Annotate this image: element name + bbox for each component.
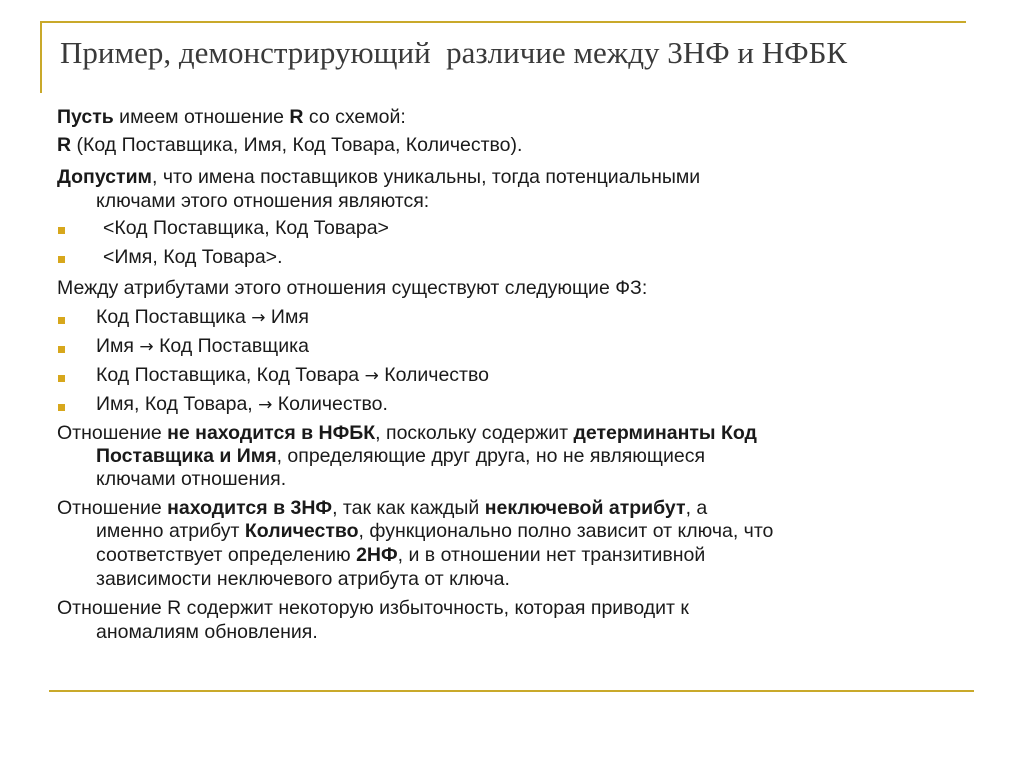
line-assumption: [57, 165, 700, 189]
fd-right: Количество: [378, 364, 489, 386]
arrow-right-icon: →: [258, 395, 273, 415]
bullet-icon: [58, 346, 65, 353]
text: , что имена поставщиков уникальны, тогда потенциальными: [152, 166, 701, 188]
line-redundancy-2: аномалиям обновления.: [96, 621, 318, 643]
fd-right: Имя: [265, 306, 309, 328]
line-3nf-1: [57, 496, 707, 520]
arrow-right-icon: →: [139, 337, 154, 357]
fd-left: Код Поставщика: [96, 306, 252, 328]
text: именно атрибут: [96, 520, 245, 542]
bold-text: не находится в НФБК: [167, 422, 376, 444]
bullet-icon: [58, 227, 65, 234]
fd-right: Количество.: [272, 393, 388, 415]
bold-text: Количество: [244, 520, 359, 542]
key-item-1: <Код Поставщика, Код Товара>: [103, 217, 389, 239]
line-bcnf-3: ключами отношения.: [96, 468, 287, 490]
line-schema-intro: [57, 105, 406, 129]
bold-text: неключевой атрибут: [484, 497, 686, 519]
bullet-icon: [58, 256, 65, 263]
text: Отношение: [57, 497, 168, 519]
fd-item-1: [96, 305, 309, 330]
fd-item-3: [96, 363, 489, 388]
word-pust: Пусть: [57, 106, 114, 128]
fd-left: Имя: [96, 335, 140, 357]
line-redundancy-1: Отношение R содержит некоторую избыточность, которая приводит к: [57, 597, 689, 619]
text: со схемой:: [303, 106, 406, 128]
bullet-icon: [58, 317, 65, 324]
bullet-icon: [58, 404, 65, 411]
fd-left: Имя, Код Товара,: [96, 393, 259, 415]
bold-text: детерминанты Код: [573, 422, 757, 444]
bullet-icon: [58, 375, 65, 382]
line-3nf-3: [96, 543, 705, 567]
bold-text: Поставщика и Имя: [96, 445, 277, 467]
line-assumption-cont: ключами этого отношения являются:: [96, 190, 430, 212]
key-item-2: <Имя, Код Товара>.: [103, 246, 283, 268]
fd-item-4: [96, 392, 388, 417]
slide-title: Пример, демонстрирующий различие между 3НФ и НФБК: [60, 35, 848, 70]
text: Отношение: [57, 422, 168, 444]
text: , функционально полно зависит от ключа, что: [358, 520, 774, 542]
text: , а: [685, 497, 708, 519]
text: , так как каждый: [332, 497, 485, 519]
text: (Код Поставщика, Имя, Код Товара, Количество).: [71, 134, 523, 156]
line-3nf-2: [96, 519, 773, 543]
arrow-right-icon: →: [251, 308, 266, 328]
fd-item-2: [96, 334, 309, 359]
text: , поскольку содержит: [375, 422, 574, 444]
fd-left: Код Поставщика, Код Товара: [96, 364, 365, 386]
bold-text: находится в 3НФ: [167, 497, 333, 519]
fd-right: Код Поставщика: [153, 335, 309, 357]
word-dopustim: Допустим: [57, 166, 152, 188]
text: соответствует определению: [96, 544, 357, 566]
line-fd-intro: Между атрибутами этого отношения существуют следующие ФЗ:: [57, 277, 648, 299]
relation-r: R: [57, 134, 72, 156]
line-3nf-4: зависимости неключевого атрибута от ключа.: [96, 568, 510, 590]
text: , и в отношении нет транзитивной: [397, 544, 706, 566]
relation-r: R: [289, 106, 304, 128]
text: , определяющие друг друга, но не являющиеся: [276, 445, 706, 467]
line-bcnf-1: [57, 421, 757, 445]
line-bcnf-2: [96, 444, 705, 468]
arrow-right-icon: →: [364, 366, 379, 386]
bold-text: 2НФ: [356, 544, 398, 566]
line-schema: [57, 133, 522, 157]
text: имеем отношение: [113, 106, 290, 128]
